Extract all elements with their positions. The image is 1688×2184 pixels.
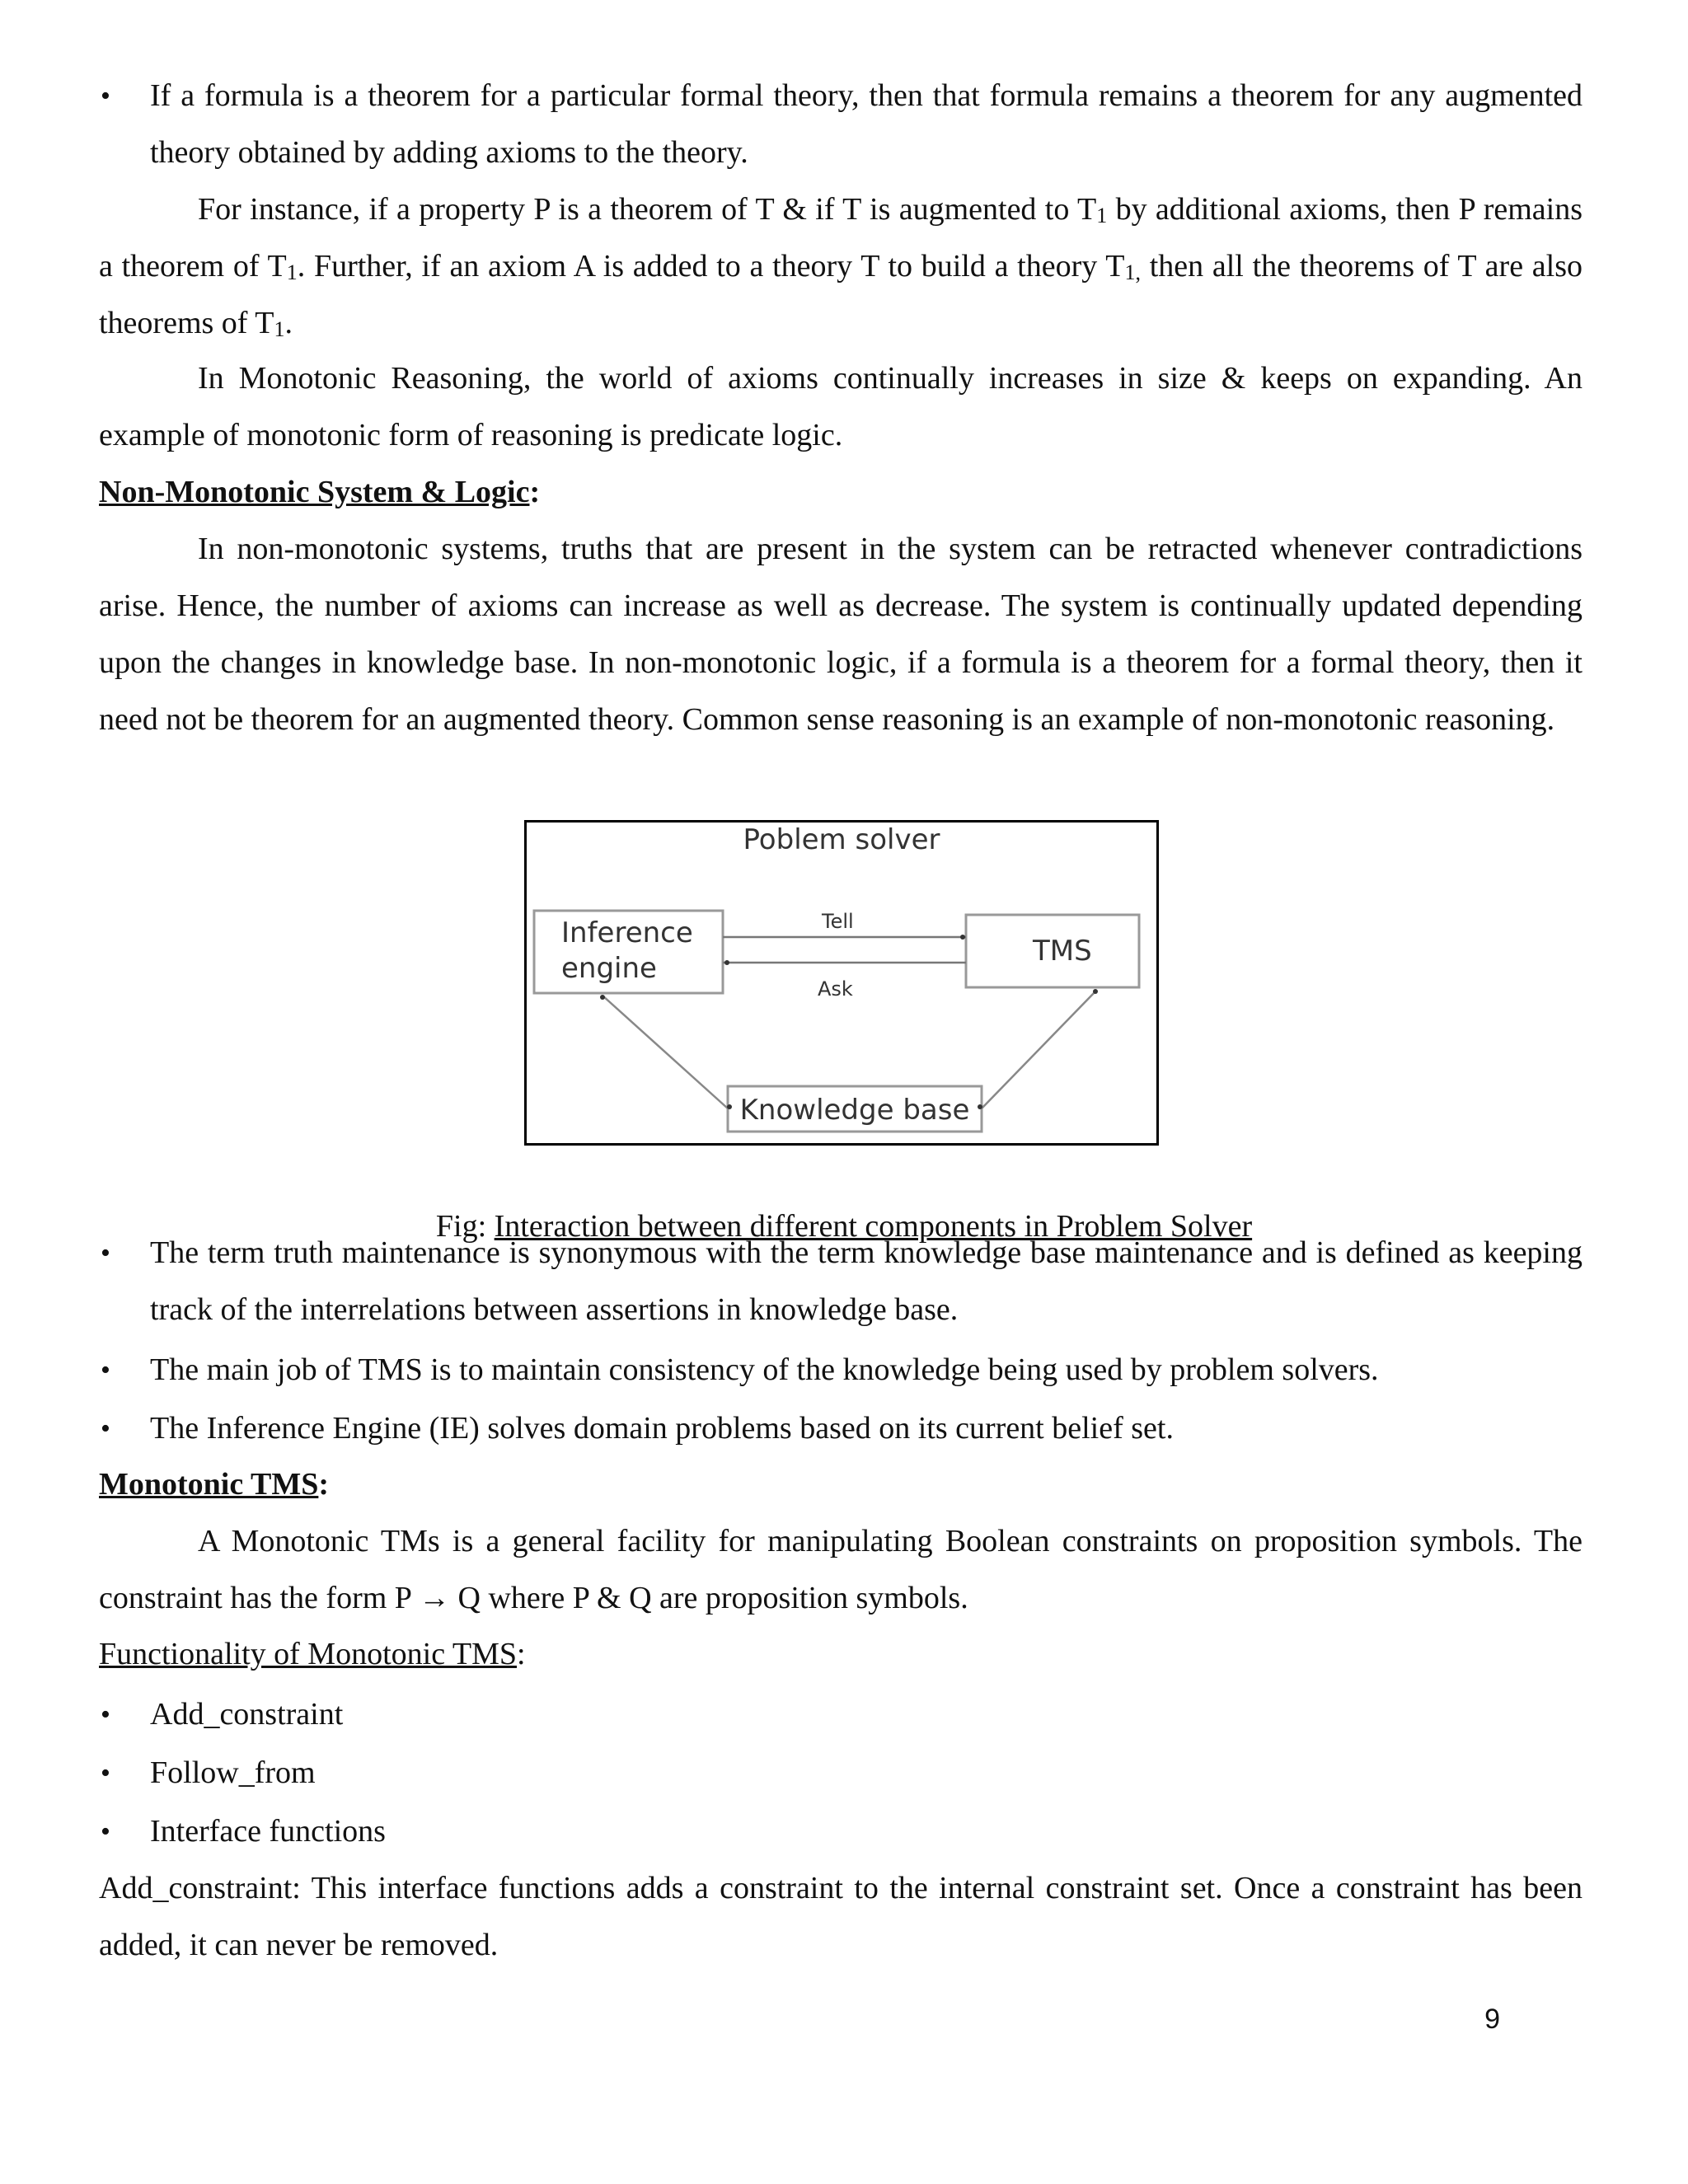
inference-engine-label-line2: engine bbox=[561, 952, 657, 985]
bullet-function-follow-from bbox=[101, 1745, 1582, 1802]
bullet-dot: • bbox=[101, 1699, 110, 1730]
bullet-text: The term truth maintenance is synonymous with the term knowledge base maintenance and is defined as keeping track of the interrelations between assertions in knowledge base. bbox=[150, 1235, 1582, 1327]
kb-connector-end-left bbox=[727, 1104, 732, 1109]
page-number: 9 bbox=[1484, 2004, 1500, 2035]
diagram-title: Poblem solver bbox=[743, 823, 940, 856]
bullet-dot: • bbox=[101, 81, 110, 111]
bullet-text: The Inference Engine (IE) solves domain problems based on its current belief set. bbox=[150, 1411, 1174, 1446]
caption-text: Interaction between different components in Problem Solver bbox=[494, 1209, 1253, 1244]
heading-text: Monotonic TMS bbox=[99, 1467, 319, 1502]
bullet-dot: • bbox=[101, 1413, 110, 1444]
bullet-function-interface bbox=[101, 1803, 1582, 1860]
tms-connector-end bbox=[1093, 989, 1098, 994]
kb-connector-end-right bbox=[978, 1104, 982, 1109]
paragraph-monotonic-reasoning: In Monotonic Reasoning, the world of axioms continually increases in size & keeps on expanding. An example of monotonic form of reasoning is predicate logic. bbox=[99, 361, 1582, 452]
heading-text: Non-Monotonic System & Logic bbox=[99, 475, 530, 509]
ask-label: Ask bbox=[818, 977, 853, 1001]
text-run: . Further, if an axiom A is added to a theory T to build a theory T bbox=[297, 249, 1125, 284]
bullet-dot: • bbox=[101, 1816, 110, 1847]
ie-to-kb-connector bbox=[603, 996, 728, 1108]
paragraph-monotonic-tms: A Monotonic TMs is a general facility for manipulating Boolean constraints on proposition symbols. The constraint has the form P → Q where P & Q are proposition symbols. bbox=[99, 1524, 1582, 1615]
caption-prefix: Fig: bbox=[435, 1209, 495, 1244]
tms-label: TMS bbox=[1033, 935, 1092, 968]
tell-arrow-head bbox=[960, 935, 965, 940]
inference-engine-label-line1: Inference bbox=[561, 916, 693, 949]
tms-to-kb-connector bbox=[982, 991, 1095, 1108]
paragraph-for-instance bbox=[99, 181, 1582, 352]
bullet-text: Interface functions bbox=[150, 1814, 386, 1849]
bullet-text: If a formula is a theorem for a particular formal theory, then that formula remains a theorem for any augmented theory obtained by adding axioms to the theory. bbox=[150, 78, 1582, 170]
text-run: For instance, if a property P is a theorem of T & if T is augmented to T bbox=[198, 192, 1097, 227]
diagram-svg bbox=[527, 823, 1156, 1143]
bullet-text: Add_constraint bbox=[150, 1697, 344, 1732]
heading-monotonic-tms bbox=[99, 1456, 329, 1513]
bullet-function-add-constraint bbox=[101, 1686, 1582, 1743]
subscript: 1, bbox=[1124, 260, 1141, 284]
bullet-main-job-tms bbox=[101, 1342, 1582, 1399]
functionality-heading-text: Functionality of Monotonic TMS bbox=[99, 1637, 518, 1671]
text-run: . bbox=[284, 306, 293, 340]
tell-label: Tell bbox=[822, 910, 854, 933]
bullet-inference-engine bbox=[101, 1400, 1582, 1457]
subscript: 1 bbox=[1096, 204, 1108, 227]
subscript: 1 bbox=[274, 317, 285, 341]
heading-functionality bbox=[99, 1626, 1582, 1683]
ask-arrow-head bbox=[724, 960, 729, 965]
heading-colon: : bbox=[529, 475, 541, 509]
heading-colon: : bbox=[318, 1467, 330, 1502]
text-run: by additional axioms, then P remains a theorem of T bbox=[99, 192, 1582, 284]
bullet-dot: • bbox=[101, 1355, 110, 1385]
paragraph-add-constraint: Add_constraint: This interface functions adds a constraint to the internal constraint set. Once a constraint has been added, it can never be removed. bbox=[99, 1871, 1582, 1962]
bullet-dot: • bbox=[101, 1238, 110, 1268]
knowledge-base-label: Knowledge base bbox=[739, 1094, 970, 1127]
bullet-text: Follow_from bbox=[150, 1755, 316, 1790]
functionality-colon: : bbox=[517, 1637, 526, 1671]
text-run: then all the theorems of T are also theorems of T bbox=[99, 249, 1582, 340]
subscript: 1 bbox=[286, 260, 298, 284]
bullet-text: The main job of TMS is to maintain consistency of the knowledge being used by problem solvers. bbox=[150, 1352, 1379, 1387]
paragraph-non-monotonic: In non-monotonic systems, truths that are present in the system can be retracted whenever contradictions arise. Hence, the number of axioms can increase as well as decrease. The system is continually updated depending upon the changes in knowledge base. In non-monotonic logic, if a formula is a theorem for a formal theory, then it need not be theorem for an augmented theory. Common sense reasoning is an example of non-monotonic reasoning. bbox=[99, 532, 1582, 737]
heading-non-monotonic bbox=[99, 464, 540, 521]
problem-solver-diagram bbox=[524, 820, 1159, 1146]
bullet-truth-maintenance bbox=[101, 1225, 1582, 1338]
bullet-dot: • bbox=[101, 1758, 110, 1788]
bullet-augmented-theory bbox=[101, 68, 1582, 181]
ie-connector-end bbox=[600, 995, 605, 1000]
